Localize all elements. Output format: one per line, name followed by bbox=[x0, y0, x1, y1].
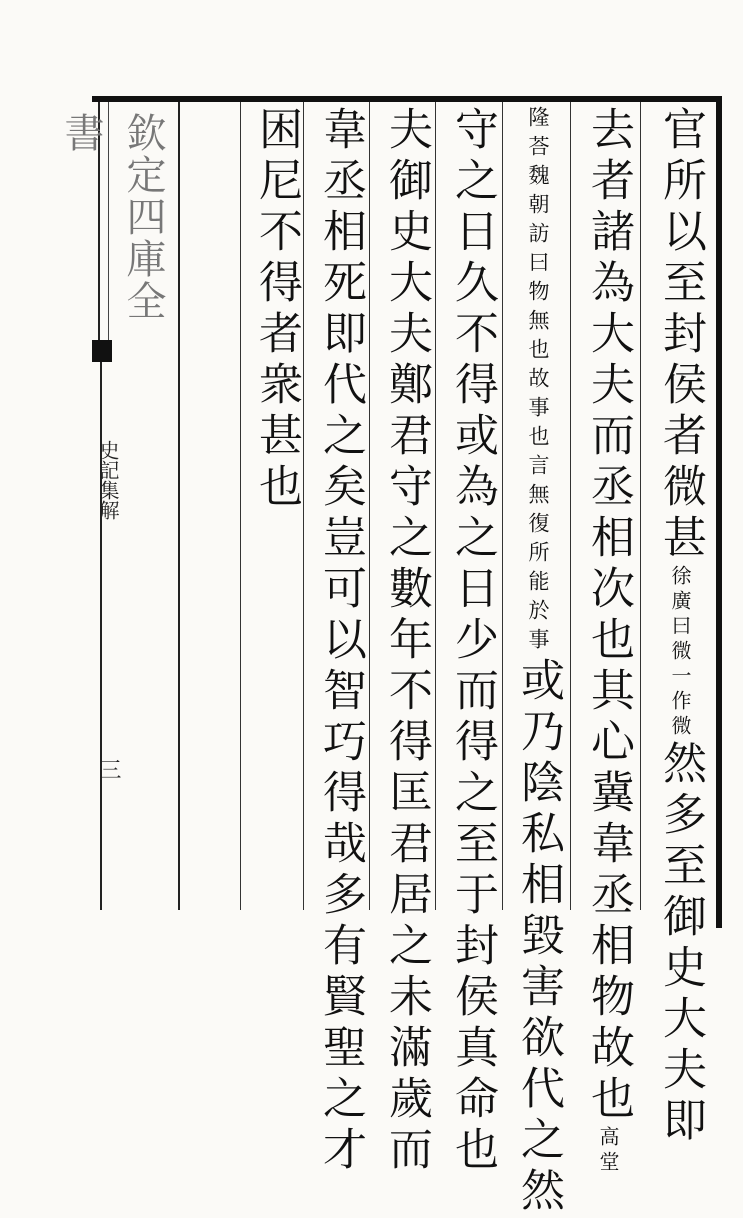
main-text: 然多至御史大夫即 bbox=[655, 740, 706, 1148]
column-divider bbox=[502, 102, 503, 910]
note-left-line: 一作微 bbox=[668, 665, 692, 740]
main-text: 官所以至封侯者微甚 bbox=[655, 106, 706, 565]
note-left-line: 事也言無復所能於事 bbox=[526, 396, 550, 657]
annotation-note bbox=[596, 1126, 620, 1176]
text-column-2 bbox=[576, 106, 638, 1176]
text-column-5: 夫御史大夫鄭君守之數年不得匡君居之未滿歲而 bbox=[381, 106, 432, 1177]
annotation-note bbox=[524, 106, 552, 657]
margin-faded-glyphs: 欽定四庫全書 bbox=[58, 112, 166, 322]
note-right-line: 隆荅魏朝訪曰物無也故 bbox=[526, 106, 550, 396]
text-column-7: 困尼不得者衆甚也 bbox=[251, 106, 302, 514]
frame-top-border bbox=[92, 96, 722, 102]
column-divider bbox=[570, 102, 571, 910]
text-column-4: 守之日久不得或為之日少而得之至于封侯真命也 bbox=[447, 106, 498, 1177]
fish-tail-mark bbox=[92, 340, 112, 362]
frame-right-border bbox=[716, 96, 722, 928]
text-column-3 bbox=[508, 106, 568, 1218]
column-divider bbox=[240, 102, 241, 910]
main-text: 或乃陰私相毀害欲代之然 bbox=[513, 657, 564, 1218]
frame-left-border bbox=[178, 102, 180, 910]
main-text: 去者諸為大夫而丞相次也其心冀韋丞相物故也 bbox=[583, 106, 634, 1126]
note-right-line: 高 bbox=[596, 1126, 620, 1151]
text-column-6: 韋丞相死即代之矣豈可以智巧得哉多有賢聖之才 bbox=[315, 106, 366, 1177]
note-left-line: 堂 bbox=[596, 1151, 620, 1176]
note-right-line: 徐廣曰微 bbox=[668, 565, 692, 665]
column-divider bbox=[640, 102, 641, 910]
annotation-note bbox=[668, 565, 692, 740]
book-title: 史記集解 bbox=[96, 440, 120, 520]
text-column-1 bbox=[648, 106, 710, 1148]
page-number: 三 bbox=[96, 758, 121, 780]
